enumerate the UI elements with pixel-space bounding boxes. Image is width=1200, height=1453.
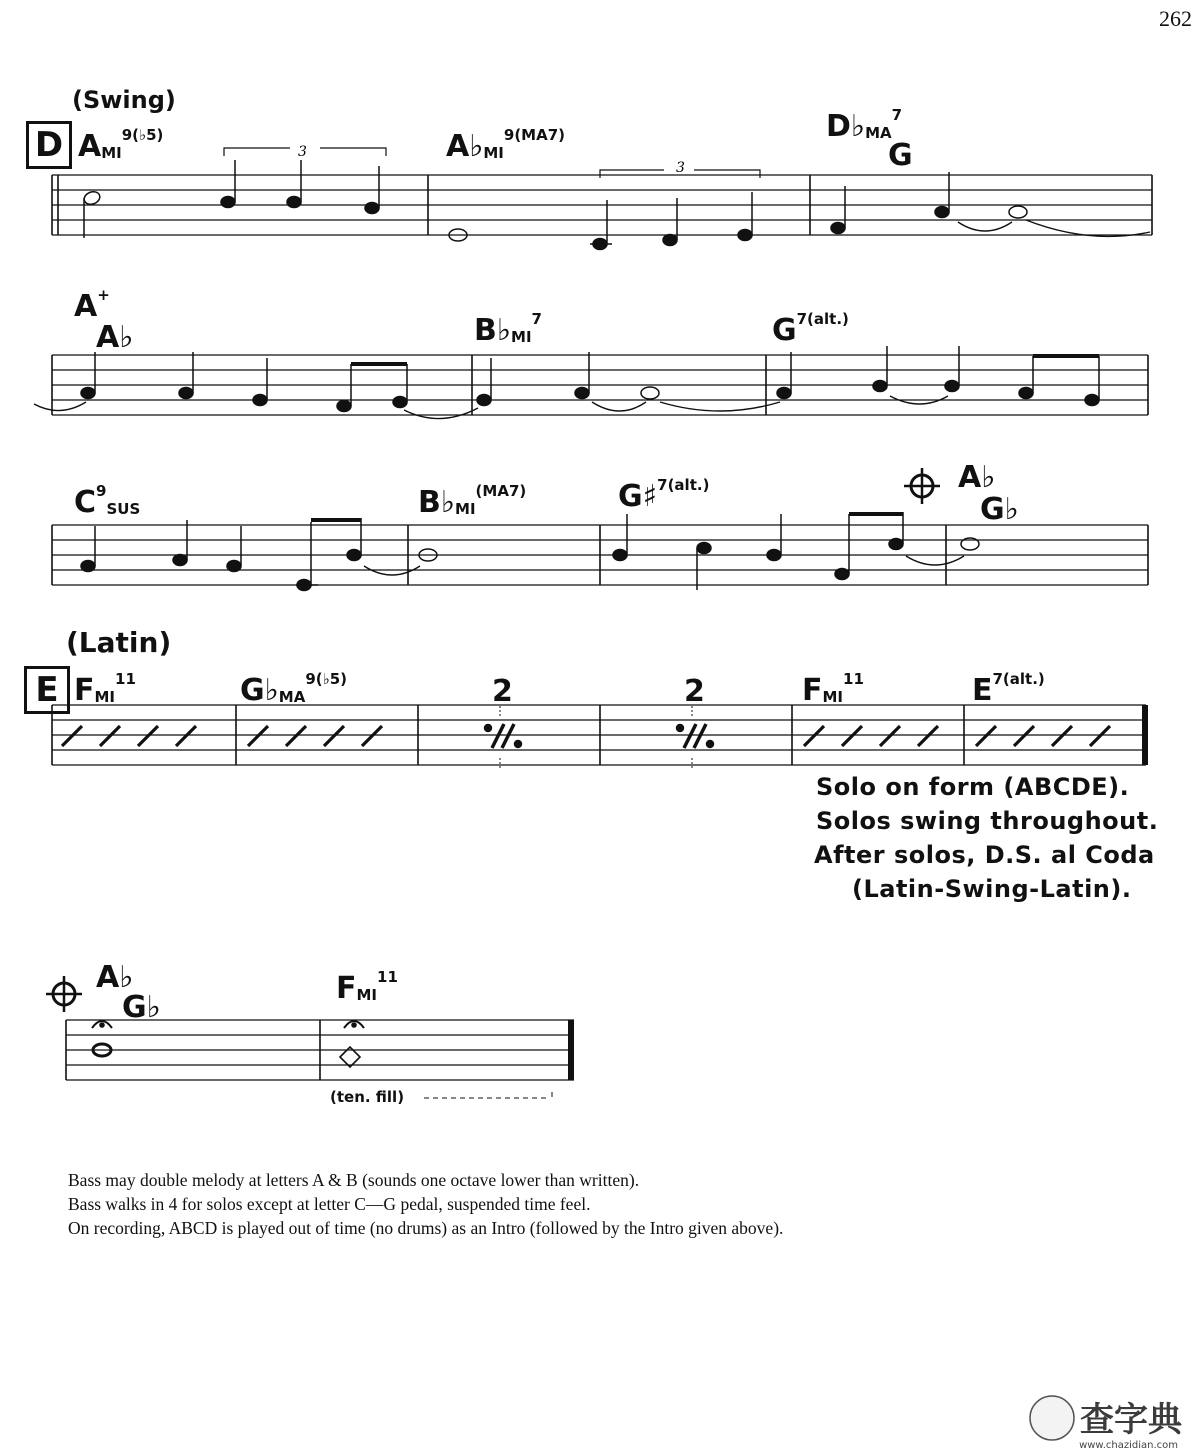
repeat-count-1: 2 (492, 674, 513, 709)
chord-slash-bass-ab: A♭ (96, 320, 134, 355)
solo-instruction-3: After solos, D.S. al Coda (814, 841, 1155, 869)
chord-a-mi-9b5: $A_{MI}^{9(♭5)}$ (78, 126, 164, 164)
watermark-mascot-icon (1030, 1396, 1074, 1440)
solo-instruction-2: Solos swing throughout. (816, 807, 1159, 835)
coda-icon (904, 468, 940, 504)
watermark-logo: 查字典 (1080, 1400, 1182, 1440)
footer-note-1: Bass may double melody at letters A & B (sounds one octave lower than written). (68, 1170, 640, 1190)
chord-ab-top: A♭ (958, 460, 996, 495)
tempo-latin: (Latin) (66, 626, 172, 659)
coda-icon (46, 976, 82, 1012)
chord-ab-mi-9ma7: $A♭_{MI}^{9(MA7)}$ (446, 126, 566, 164)
notes-row-3 (81, 512, 979, 591)
triplet-mark-1: 3 (298, 144, 307, 160)
tempo-swing: (Swing) (72, 86, 176, 114)
coda-chord-ab-top: A♭ (96, 960, 134, 995)
footer-note-2: Bass walks in 4 for solos except at letter C—G pedal, suspended time feel. (68, 1194, 591, 1214)
rehearsal-mark-d: D (26, 121, 72, 169)
chord-slash-bass-gb: G♭ (980, 492, 1019, 527)
rehearsal-mark-e: E (24, 666, 70, 714)
ties-row-3 (364, 556, 964, 575)
chord-slash-bass-g: G (888, 138, 913, 173)
page-number: 262 (1159, 6, 1192, 31)
fermata-icon (92, 1021, 364, 1028)
final-barline-coda (568, 1020, 574, 1080)
chord-a-aug: A+ (74, 286, 110, 324)
rhythm-slashes (62, 726, 1110, 746)
barlines (52, 175, 1152, 1080)
footer-note-3: On recording, ABCD is played out of time (no drums) as an Intro (followed by the Intro given above). (68, 1218, 784, 1238)
coda-chord-slash-gb: G♭ (122, 990, 161, 1025)
coda-chord-f-mi11: $F_{MI}^{11}$ (336, 968, 398, 1006)
watermark-url: www.chazidian.com (1079, 1440, 1178, 1451)
chord-f-mi11: $F_{MI}^{11}$ (74, 670, 136, 708)
solo-instruction-4: (Latin-Swing-Latin). (852, 875, 1132, 903)
notes-row-2 (81, 346, 1099, 412)
repeat-count-2: 2 (684, 674, 705, 709)
final-barline-e (1142, 705, 1148, 765)
ties-row-1 (958, 220, 1150, 236)
repeat-two-bar-signs (486, 724, 713, 748)
ten-fill-label: (ten. fill) (330, 1088, 405, 1106)
chord-bb-mi-ma7: $B♭_{MI}^{(MA7)}$ (418, 482, 527, 520)
staff-lines (52, 175, 1152, 1080)
triplet-mark-2: 3 (676, 160, 685, 176)
chord-c9-sus: $C^9_{SUS}$ (74, 482, 141, 520)
fill-dashed-line (424, 1092, 552, 1100)
chord-bb-mi7: $B♭_{MI}^7$ (474, 310, 542, 348)
chord-f-mi11-b: $F_{MI}^{11}$ (802, 670, 864, 708)
chord-e7-alt: $E^{7(alt.)}$ (972, 670, 1045, 708)
chord-db-ma7: $D♭_{MA}^7$ (826, 106, 903, 144)
chord-gb-ma9b5: $G♭_{MA}^{9(♭5)}$ (240, 670, 347, 708)
chord-g-sharp7-alt: G♯$^{7(alt.)}$ (618, 476, 710, 514)
chord-g7-alt: $G^{7(alt.)}$ (772, 310, 849, 348)
solo-instruction-1: Solo on form (ABCDE). (816, 773, 1130, 801)
repeat-guides (500, 706, 692, 768)
